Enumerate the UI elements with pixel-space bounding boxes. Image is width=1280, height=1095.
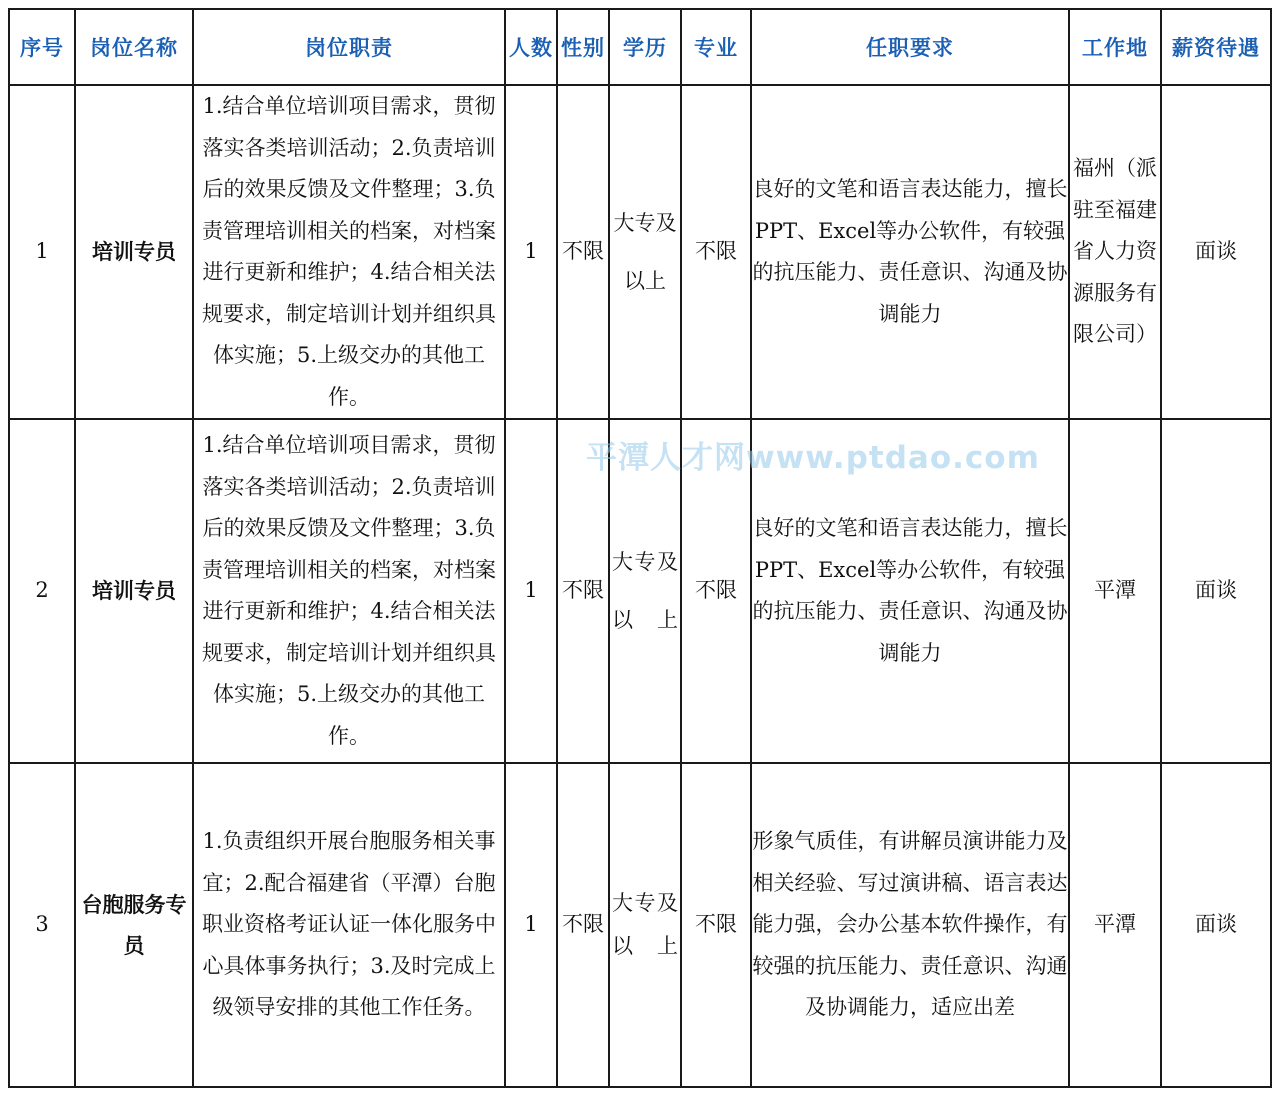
gender: 不限: [557, 419, 609, 763]
header-row: [9, 9, 1271, 85]
major: 不限: [681, 419, 751, 763]
requirements-text: 形象气质佳，有讲解员演讲能力及相关经验、写过演讲稿、语言表达能力强，会办公基本软件操作，有较强的抗压能力、责任意识、沟通及协调能力，适应出差: [751, 763, 1069, 1087]
salary: 面谈: [1161, 85, 1271, 419]
duties-text: 1.负责组织开展台胞服务相关事宜；2.配合福建省（平潭）台胞职业资格考证认证一体化服务中心具体事务执行；3.及时完成上级领导安排的其他工作任务。: [193, 763, 505, 1087]
education: 大专及以上: [612, 550, 678, 632]
work-location: 福州（派驻至福建省人力资源服务有限公司）: [1069, 85, 1161, 419]
work-location: 平潭: [1069, 419, 1161, 763]
requirements-text: 良好的文笔和语言表达能力，擅长PPT、Excel等办公软件，有较强的抗压能力、责任意识、沟通及协调能力: [751, 419, 1069, 763]
header-cell-headcount: 人数: [505, 9, 557, 85]
education-cell: [609, 763, 681, 1087]
headcount: 1: [505, 85, 557, 419]
header-cell-requirements: 任职要求: [751, 9, 1069, 85]
salary: 面谈: [1161, 763, 1271, 1087]
duties-text: 1.结合单位培训项目需求，贯彻落实各类培训活动；2.负责培训后的效果反馈及文件整理；3.负责管理培训相关的档案，对档案进行更新和维护；4.结合相关法规要求，制定培训计划并组织具体实施；5.上级交办的其他工作。: [193, 85, 505, 419]
table-row: [9, 763, 1271, 1087]
header-cell-education: 学历: [609, 9, 681, 85]
headcount: 1: [505, 763, 557, 1087]
table-row: [9, 85, 1271, 419]
header-cell-title: 岗位名称: [75, 9, 193, 85]
row-number: 2: [9, 419, 75, 763]
gender: 不限: [557, 763, 609, 1087]
header-cell-gender: 性别: [557, 9, 609, 85]
requirements-text: 良好的文笔和语言表达能力，擅长PPT、Excel等办公软件，有较强的抗压能力、责任意识、沟通及协调能力: [751, 85, 1069, 419]
work-location: 平潭: [1069, 763, 1161, 1087]
major: 不限: [681, 85, 751, 419]
position-title: 培训专员: [75, 85, 193, 419]
major: 不限: [681, 763, 751, 1087]
job-table: [8, 8, 1272, 1088]
education-cell: [609, 85, 681, 419]
table-row: [9, 419, 1271, 763]
header-cell-no: 序号: [9, 9, 75, 85]
header-cell-location: 工作地: [1069, 9, 1161, 85]
education-cell: [609, 419, 681, 763]
education: 大专及以上: [613, 211, 677, 293]
header-cell-duties: 岗位职责: [193, 9, 505, 85]
duties-text: 1.结合单位培训项目需求，贯彻落实各类培训活动；2.负责培训后的效果反馈及文件整理；3.负责管理培训相关的档案，对档案进行更新和维护；4.结合相关法规要求，制定培训计划并组织具体实施；5.上级交办的其他工作。: [193, 419, 505, 763]
headcount: 1: [505, 419, 557, 763]
header-cell-salary: 薪资待遇: [1161, 9, 1271, 85]
position-title: 台胞服务专员: [75, 763, 193, 1087]
row-number: 3: [9, 763, 75, 1087]
gender: 不限: [557, 85, 609, 419]
row-number: 1: [9, 85, 75, 419]
salary: 面谈: [1161, 419, 1271, 763]
header-cell-major: 专业: [681, 9, 751, 85]
education: 大专及以上: [612, 891, 678, 958]
position-title: 培训专员: [75, 419, 193, 763]
watermark: 平潭人才网www.ptdao.com: [586, 440, 1040, 476]
